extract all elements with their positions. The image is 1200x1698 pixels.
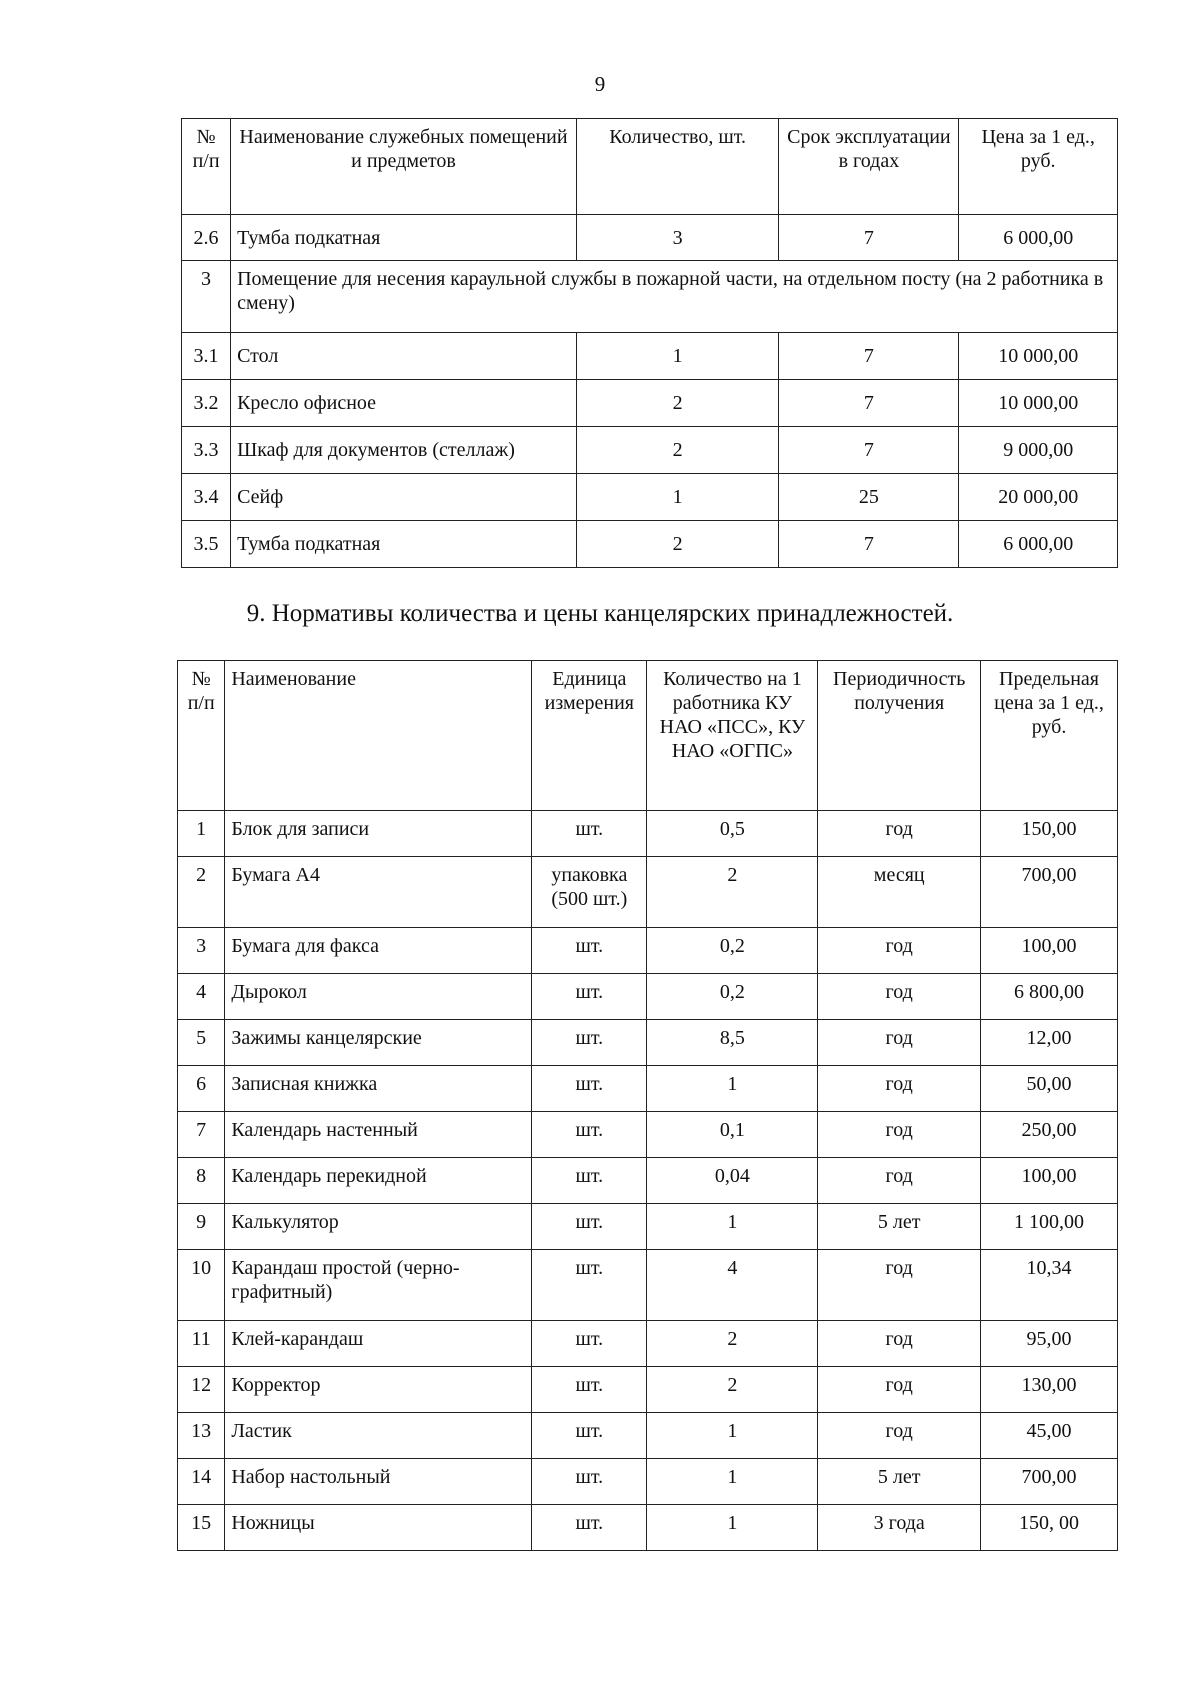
cell-price: 150,00 bbox=[981, 811, 1118, 857]
cell-num: 2.6 bbox=[182, 215, 231, 261]
table-row bbox=[178, 928, 1118, 974]
cell-period: месяц bbox=[818, 857, 981, 928]
cell-num: 8 bbox=[178, 1158, 225, 1204]
header-name: Наименование bbox=[225, 661, 532, 811]
cell-name: Зажимы канцелярские bbox=[225, 1020, 532, 1066]
cell-price: 10,34 bbox=[981, 1250, 1118, 1321]
cell-num: 4 bbox=[178, 974, 225, 1020]
cell-num: 3.5 bbox=[182, 521, 231, 568]
cell-num: 3 bbox=[178, 928, 225, 974]
cell-qty: 0,2 bbox=[647, 974, 818, 1020]
cell-qty: 1 bbox=[576, 333, 779, 380]
cell-name: Набор настольный bbox=[225, 1459, 532, 1505]
cell-num: 15 bbox=[178, 1505, 225, 1551]
cell-num: 3.4 bbox=[182, 474, 231, 521]
stationery-table bbox=[177, 660, 1118, 1551]
cell-term: 7 bbox=[779, 333, 959, 380]
cell-name: Тумба подкатная bbox=[231, 215, 577, 261]
cell-unit: шт. bbox=[532, 1066, 647, 1112]
cell-price: 6 800,00 bbox=[981, 974, 1118, 1020]
cell-price: 20 000,00 bbox=[959, 474, 1118, 521]
cell-name: Клей-карандаш bbox=[225, 1321, 532, 1367]
cell-num: 11 bbox=[178, 1321, 225, 1367]
cell-qty: 2 bbox=[647, 857, 818, 928]
cell-qty: 2 bbox=[647, 1367, 818, 1413]
table-row bbox=[182, 521, 1118, 568]
table-row bbox=[178, 1158, 1118, 1204]
cell-name: Калькулятор bbox=[225, 1204, 532, 1250]
cell-period: год bbox=[818, 1066, 981, 1112]
cell-unit: шт. bbox=[532, 974, 647, 1020]
cell-term: 7 bbox=[779, 215, 959, 261]
cell-period: 3 года bbox=[818, 1505, 981, 1551]
cell-name: Тумба подкатная bbox=[231, 521, 577, 568]
cell-term: 7 bbox=[779, 427, 959, 474]
cell-num: 10 bbox=[178, 1250, 225, 1321]
cell-qty: 0,1 bbox=[647, 1112, 818, 1158]
table-header-row bbox=[182, 119, 1118, 215]
cell-price: 45,00 bbox=[981, 1413, 1118, 1459]
cell-name: Стол bbox=[231, 333, 577, 380]
cell-price: 150, 00 bbox=[981, 1505, 1118, 1551]
header-price: Предельная цена за 1 ед., руб. bbox=[981, 661, 1118, 811]
cell-period: год bbox=[818, 1321, 981, 1367]
cell-price: 10 000,00 bbox=[959, 380, 1118, 427]
cell-qty: 1 bbox=[647, 1505, 818, 1551]
cell-unit: шт. bbox=[532, 1250, 647, 1321]
cell-qty: 0,04 bbox=[647, 1158, 818, 1204]
section-row bbox=[182, 261, 1118, 333]
cell-period: год bbox=[818, 1158, 981, 1204]
header-term: Срок эксплуатации в годах bbox=[779, 119, 959, 215]
table-row bbox=[178, 974, 1118, 1020]
table-row bbox=[178, 1250, 1118, 1321]
cell-price: 100,00 bbox=[981, 928, 1118, 974]
cell-period: год bbox=[818, 811, 981, 857]
cell-num: 14 bbox=[178, 1459, 225, 1505]
cell-qty: 2 bbox=[647, 1321, 818, 1367]
cell-name: Дырокол bbox=[225, 974, 532, 1020]
table-row bbox=[182, 380, 1118, 427]
table-row bbox=[182, 427, 1118, 474]
cell-period: год bbox=[818, 928, 981, 974]
cell-term: 7 bbox=[779, 521, 959, 568]
cell-price: 100,00 bbox=[981, 1158, 1118, 1204]
cell-qty: 2 bbox=[576, 427, 779, 474]
cell-price: 6 000,00 bbox=[959, 521, 1118, 568]
cell-name: Сейф bbox=[231, 474, 577, 521]
cell-qty: 1 bbox=[647, 1459, 818, 1505]
table-row bbox=[178, 1321, 1118, 1367]
table-header-row bbox=[178, 661, 1118, 811]
cell-period: год bbox=[818, 974, 981, 1020]
section-num: 3 bbox=[182, 261, 231, 333]
cell-price: 50,00 bbox=[981, 1066, 1118, 1112]
table-row bbox=[178, 1459, 1118, 1505]
cell-price: 95,00 bbox=[981, 1321, 1118, 1367]
table-row bbox=[178, 1505, 1118, 1551]
cell-name: Ластик bbox=[225, 1413, 532, 1459]
cell-name: Кресло офисное bbox=[231, 380, 577, 427]
cell-unit: шт. bbox=[532, 1413, 647, 1459]
table-row bbox=[178, 811, 1118, 857]
cell-price: 9 000,00 bbox=[959, 427, 1118, 474]
cell-num: 3.3 bbox=[182, 427, 231, 474]
cell-qty: 1 bbox=[647, 1204, 818, 1250]
cell-price: 700,00 bbox=[981, 857, 1118, 928]
page-number: 9 bbox=[594, 72, 606, 96]
furniture-table bbox=[181, 118, 1118, 568]
table-row bbox=[178, 1204, 1118, 1250]
cell-price: 10 000,00 bbox=[959, 333, 1118, 380]
cell-price: 130,00 bbox=[981, 1367, 1118, 1413]
table-row bbox=[182, 474, 1118, 521]
section-title: Помещение для несения караульной службы в пожарной части, на отдельном посту (на 2 работника в смену) bbox=[231, 261, 1118, 333]
cell-num: 2 bbox=[178, 857, 225, 928]
header-qty: Количество на 1 работника КУ НАО «ПСС», КУ НАО «ОГПС» bbox=[647, 661, 818, 811]
cell-num: 7 bbox=[178, 1112, 225, 1158]
cell-unit: шт. bbox=[532, 1505, 647, 1551]
header-name: Наименование служебных помещений и предметов bbox=[231, 119, 577, 215]
cell-num: 13 bbox=[178, 1413, 225, 1459]
cell-qty: 3 bbox=[576, 215, 779, 261]
header-num: № п/п bbox=[178, 661, 225, 811]
cell-name: Шкаф для документов (стеллаж) bbox=[231, 427, 577, 474]
cell-term: 7 bbox=[779, 380, 959, 427]
cell-num: 3.1 bbox=[182, 333, 231, 380]
header-num: № п/п bbox=[182, 119, 231, 215]
cell-period: год bbox=[818, 1413, 981, 1459]
table-row bbox=[182, 333, 1118, 380]
cell-name: Бумага А4 bbox=[225, 857, 532, 928]
cell-name: Бумага для факса bbox=[225, 928, 532, 974]
cell-period: 5 лет bbox=[818, 1459, 981, 1505]
cell-name: Корректор bbox=[225, 1367, 532, 1413]
cell-qty: 1 bbox=[647, 1066, 818, 1112]
cell-num: 6 bbox=[178, 1066, 225, 1112]
cell-unit: шт. bbox=[532, 1020, 647, 1066]
cell-unit: шт. bbox=[532, 1321, 647, 1367]
cell-qty: 8,5 bbox=[647, 1020, 818, 1066]
cell-term: 25 bbox=[779, 474, 959, 521]
cell-unit: шт. bbox=[532, 1459, 647, 1505]
table-row bbox=[182, 215, 1118, 261]
cell-period: год bbox=[818, 1367, 981, 1413]
cell-qty: 2 bbox=[576, 380, 779, 427]
header-qty: Количество, шт. bbox=[576, 119, 779, 215]
table-row bbox=[178, 857, 1118, 928]
cell-unit: шт. bbox=[532, 811, 647, 857]
cell-name: Календарь перекидной bbox=[225, 1158, 532, 1204]
cell-price: 700,00 bbox=[981, 1459, 1118, 1505]
cell-unit: шт. bbox=[532, 1112, 647, 1158]
cell-unit: шт. bbox=[532, 1367, 647, 1413]
cell-unit: шт. bbox=[532, 1158, 647, 1204]
cell-period: год bbox=[818, 1112, 981, 1158]
cell-name: Карандаш простой (черно-графитный) bbox=[225, 1250, 532, 1321]
cell-num: 1 bbox=[178, 811, 225, 857]
cell-period: год bbox=[818, 1250, 981, 1321]
table-row bbox=[178, 1413, 1118, 1459]
cell-price: 6 000,00 bbox=[959, 215, 1118, 261]
cell-price: 250,00 bbox=[981, 1112, 1118, 1158]
table-row bbox=[178, 1066, 1118, 1112]
cell-name: Ножницы bbox=[225, 1505, 532, 1551]
cell-qty: 1 bbox=[576, 474, 779, 521]
section-heading: 9. Нормативы количества и цены канцелярских принадлежностей. bbox=[246, 600, 954, 627]
header-unit: Единица измерения bbox=[532, 661, 647, 811]
cell-price: 12,00 bbox=[981, 1020, 1118, 1066]
cell-unit: упаковка (500 шт.) bbox=[532, 857, 647, 928]
cell-qty: 0,2 bbox=[647, 928, 818, 974]
cell-num: 5 bbox=[178, 1020, 225, 1066]
header-price: Цена за 1 ед., руб. bbox=[959, 119, 1118, 215]
cell-qty: 1 bbox=[647, 1413, 818, 1459]
cell-num: 12 bbox=[178, 1367, 225, 1413]
table-row bbox=[178, 1020, 1118, 1066]
cell-qty: 4 bbox=[647, 1250, 818, 1321]
cell-num: 9 bbox=[178, 1204, 225, 1250]
cell-period: 5 лет bbox=[818, 1204, 981, 1250]
cell-qty: 2 bbox=[576, 521, 779, 568]
header-period: Периодичность получения bbox=[818, 661, 981, 811]
cell-name: Блок для записи bbox=[225, 811, 532, 857]
cell-name: Записная книжка bbox=[225, 1066, 532, 1112]
cell-price: 1 100,00 bbox=[981, 1204, 1118, 1250]
table-row bbox=[178, 1112, 1118, 1158]
cell-qty: 0,5 bbox=[647, 811, 818, 857]
cell-unit: шт. bbox=[532, 1204, 647, 1250]
cell-period: год bbox=[818, 1020, 981, 1066]
table-row bbox=[178, 1367, 1118, 1413]
cell-num: 3.2 bbox=[182, 380, 231, 427]
cell-name: Календарь настенный bbox=[225, 1112, 532, 1158]
cell-unit: шт. bbox=[532, 928, 647, 974]
